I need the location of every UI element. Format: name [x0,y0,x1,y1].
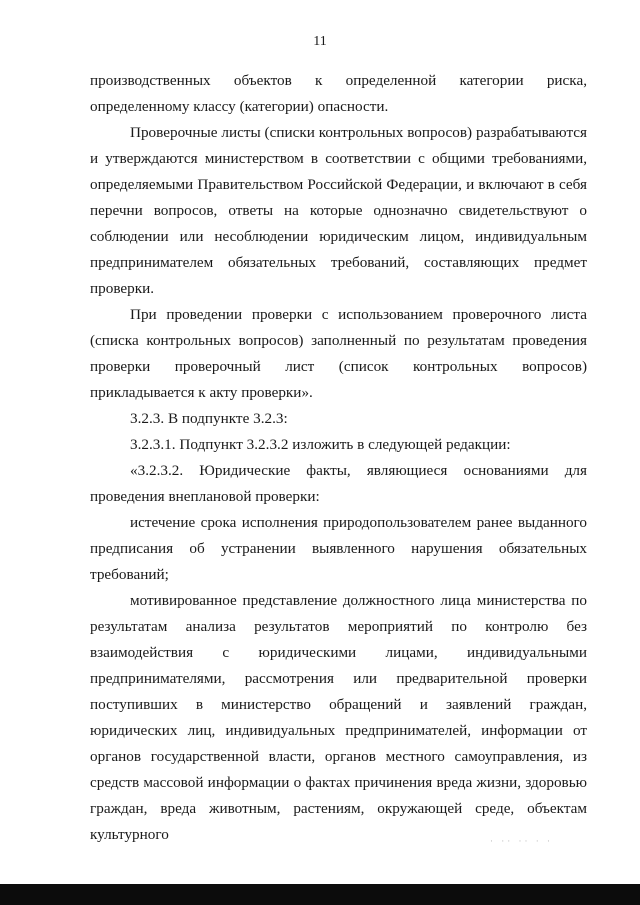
paragraph-checklist-usage: При проведении проверки с использованием проверочного листа (списка контрольных вопросов) заполненный по результатам проведения проверки проверочный лист (список контрольных вопросов) прикладывается к акту проверки». [90,306,587,401]
paragraph-expiry-condition: истечение срока исполнения природопользователем ранее выданного предписания об устранении выявленного нарушения обязательных требований; [90,514,587,583]
scan-noise: · ·· ·· · · [490,836,553,846]
paragraph-motivated-submission: мотивированное представление должностного лица министерства по результатам анализа результатов мероприятий по контролю без взаимодействия с юридическими лицами, индивидуальными предпринимателями, рассмотрения или предварительной проверки поступивших в министерство обращений и заявлений граждан, юридических лиц, индивидуальных предпринимателей, информации от органов государственной власти, органов местного самоуправления, из средств массовой информации о фактах причинения вреда жизни, здоровью граждан, вреда животным, растениям, окружающей среде, объектам культурного [90,592,587,843]
page-number: 11 [313,34,327,49]
paragraph-checklists: Проверочные листы (списки контрольных вопросов) разрабатываются и утверждаются министерством в соответствии с общими требованиями, определяемыми Правительством Российской Федерации, и включают в себя перечни вопросов, ответы на которые однозначно свидетельствуют о соблюдении или несоблюдении юридическим лицом, индивидуальным предпринимателем обязательных требований, составляющих предмет проверки. [90,124,587,297]
document-body [90,68,587,848]
paragraph-subclause-3-2-3: 3.2.3. В подпункте 3.2.3: [130,410,288,427]
scan-bottom-band [0,884,640,905]
paragraph-subclause-3-2-3-2: «3.2.3.2. Юридические факты, являющиеся основаниями для проведения внеплановой проверки: [90,462,587,505]
paragraph-subclause-3-2-3-1: 3.2.3.1. Подпункт 3.2.3.2 изложить в следующей редакции: [130,436,511,453]
paragraph-continuation: производственных объектов к определенной категории риска, определенному классу (категории) опасности. [90,72,587,115]
